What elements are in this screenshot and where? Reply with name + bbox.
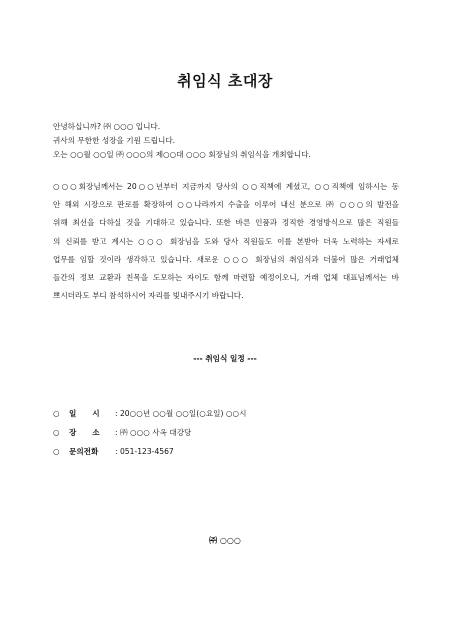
invitation-paragraph xyxy=(53,178,399,305)
paragraph-line: ○○○회장님께서는 20○○년부터 지금까지 당사의 ○○직책에 계셨고, ○○직책에 임하시는 동 xyxy=(53,182,399,191)
detail-row-contact xyxy=(53,442,246,461)
paragraph-line: 안 해외 시장으로 판로를 확장하여 ○○나라까지 수출을 이루어 내신 분으로 ㈜ ○○○의 발전을 xyxy=(53,200,399,210)
greeting-block xyxy=(53,120,399,162)
paragraph-line: 업무를 임할 것이라 생각하고 있습니다. 새로운 ○○○ 회장님의 취임식과 더불어 많은 거래업체 xyxy=(53,254,399,264)
schedule-heading: --- 취임식 일정 --- xyxy=(193,354,257,363)
detail-value: : 051-123-4567 xyxy=(115,447,174,456)
detail-row-datetime xyxy=(53,404,246,423)
detail-value: : ㈜ ○○○ 사옥 대강당 xyxy=(115,428,192,437)
paragraph-line: 위해 최선을 다하실 것을 기대하고 있습니다. 또한 바른 인품과 정직한 경영방식으로 많은 직원들 xyxy=(53,218,399,228)
circle-bullet-icon: ○ xyxy=(53,447,60,456)
paragraph-line: 의 신뢰를 받고 계시는 ○○○ 회장님을 도와 당사 직원들도 이를 본받아 더욱 노력하는 자세로 xyxy=(53,236,399,246)
document-title: 취임식 초대장 xyxy=(177,72,273,90)
schedule-details xyxy=(53,404,246,461)
detail-label: 문의전화 xyxy=(69,447,99,456)
circle-bullet-icon: ○ xyxy=(53,409,60,418)
company-signature: ㈜ ○○○ xyxy=(209,536,241,545)
paragraph-line: 들간의 정보 교환과 친목을 도모하는 자이도 함께 마련할 예정이오니, 거래 업체 대표님께서는 바 xyxy=(53,272,399,282)
paragraph-line: 쁘시더라도 부디 참석하시어 자리를 빛내주시기 바랍니다. xyxy=(53,291,244,301)
detail-row-venue xyxy=(53,423,246,442)
greeting-line: 오는 ○○월 ○○일 ㈜ ○○○의 제○○대 ○○○ 회장님의 취임식을 개최합니다. xyxy=(53,150,311,159)
detail-label: 일 시 xyxy=(69,409,100,418)
greeting-line: 귀사의 무한한 성장을 기원 드립니다. xyxy=(53,136,176,145)
greeting-line: 안녕하십니까? ㈜ ○○○ 입니다. xyxy=(53,122,161,131)
detail-label: 장 소 xyxy=(69,428,100,437)
circle-bullet-icon: ○ xyxy=(53,428,60,437)
detail-value: : 20○○년 ○○월 ○○일(○요일) ○○시 xyxy=(115,409,247,418)
